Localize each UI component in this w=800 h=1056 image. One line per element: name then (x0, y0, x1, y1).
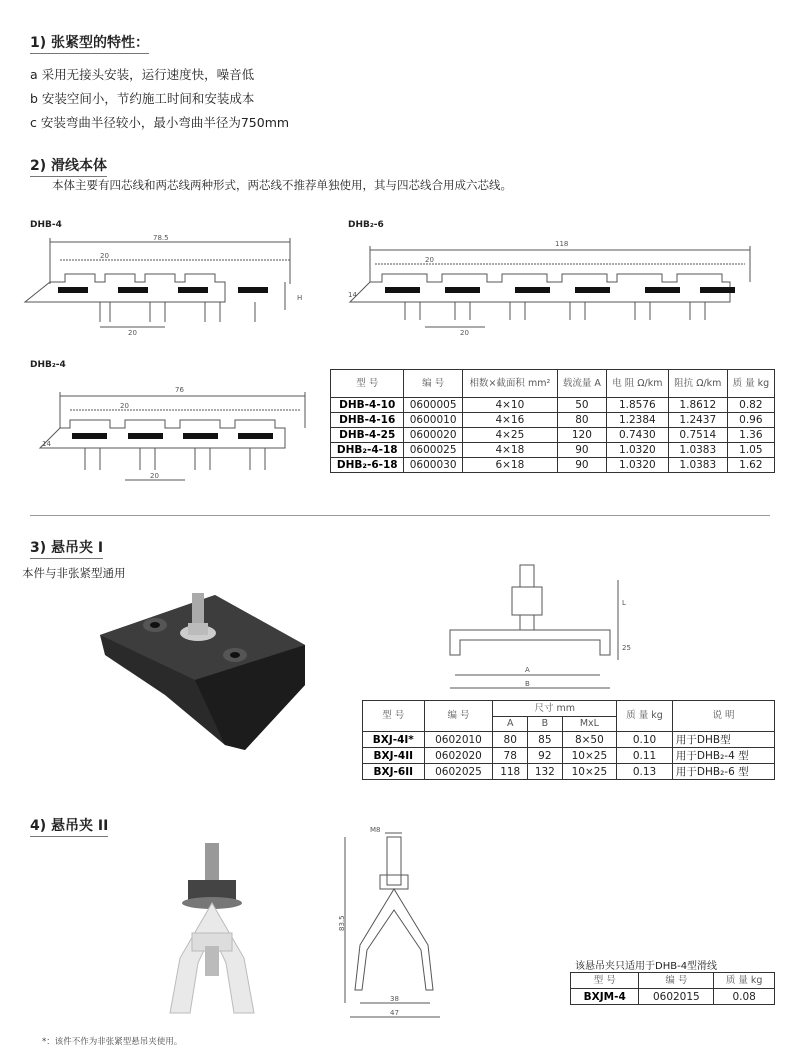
cell: 1.36 (727, 428, 774, 443)
cell: 0.96 (727, 413, 774, 428)
cell: 0602010 (424, 732, 493, 748)
dhb24-drawing (30, 378, 325, 488)
th-mxl: MxL (562, 717, 616, 732)
bxj-spec-table (362, 700, 775, 780)
section-1-title: 1) 张紧型的特性： (30, 32, 149, 54)
cell: 1.0320 (606, 458, 668, 473)
dhb26-dim-pitch: 20 (425, 256, 434, 264)
cell: 0.10 (617, 732, 673, 748)
cell: 10×25 (562, 748, 616, 764)
table-row (331, 398, 775, 413)
cell: 0602025 (424, 764, 493, 780)
dhb26-drawing (345, 232, 785, 342)
clamp-ii-photo (150, 838, 280, 1023)
divider (30, 515, 770, 516)
cell: 0600005 (404, 398, 462, 413)
th-impedance: 阻抗 Ω/km (668, 370, 727, 398)
cell: 用于DHB₂-6 型 (672, 764, 774, 780)
section-3-title: 3) 悬吊夹 I (30, 537, 103, 559)
cell: 1.0383 (668, 458, 727, 473)
cell: DHB-4-10 (331, 398, 404, 413)
th-mass: 质 量 kg (714, 973, 775, 989)
table-row (571, 989, 775, 1005)
cell: 118 (493, 764, 528, 780)
cell: 0.11 (617, 748, 673, 764)
cell: 6×18 (462, 458, 557, 473)
cell: 90 (557, 458, 606, 473)
footnote: *：该件不作为非张紧型悬吊夹使用。 (42, 1037, 183, 1047)
clamp-ii-dim-w2: 47 (390, 1009, 399, 1017)
cell: 0602015 (639, 989, 714, 1005)
cell: 0.7430 (606, 428, 668, 443)
cell: 1.0383 (668, 443, 727, 458)
cell: 1.2437 (668, 413, 727, 428)
cell: 90 (557, 443, 606, 458)
th-resistance: 电 阻 Ω/km (606, 370, 668, 398)
section-3-desc: 本件与非张紧型通用 (22, 566, 126, 580)
clamp-ii-drawing (340, 825, 460, 1025)
th-model: 型 号 (571, 973, 639, 989)
clamp-i-dim-a: A (525, 666, 530, 674)
cell: 0.13 (617, 764, 673, 780)
feature-c: c 安装弯曲半径较小，最小弯曲半径为750mm (30, 115, 290, 130)
th-dims: 尺寸 mm (493, 701, 617, 717)
table-row (331, 443, 775, 458)
cell: 4×25 (462, 428, 557, 443)
clamp-ii-note: 该悬吊夹只适用于DHB-4型滑线 (575, 961, 718, 972)
th-model: 型 号 (363, 701, 425, 732)
section-2-desc: 本体主要有四芯线和两芯线两种形式，两芯线不推荐单独使用，其与四芯线合用成六芯线。 (52, 178, 512, 192)
th-section: 相数×截面积 mm² (462, 370, 557, 398)
cell: 92 (528, 748, 563, 764)
cell: 0600020 (404, 428, 462, 443)
cell: 0.7514 (668, 428, 727, 443)
cell: 132 (528, 764, 563, 780)
dhb24-dim-pitch-bottom: 20 (150, 472, 159, 480)
cell: 4×16 (462, 413, 557, 428)
th-mass: 质 量 kg (617, 701, 673, 732)
clamp-i-photo (95, 585, 310, 755)
table-row (363, 764, 775, 780)
cell: BXJ-4I* (363, 732, 425, 748)
cell: 50 (557, 398, 606, 413)
th-code: 编 号 (424, 701, 493, 732)
th-model: 型 号 (331, 370, 404, 398)
dhb26-dim-h: 14 (348, 291, 357, 299)
dhb24-dim-h: 14 (42, 440, 51, 448)
dhb26-label: DHB₂-6 (348, 220, 384, 230)
cell: 120 (557, 428, 606, 443)
cell: 1.8612 (668, 398, 727, 413)
th-mass: 质 量 kg (727, 370, 774, 398)
cell: 1.62 (727, 458, 774, 473)
th-code: 编 号 (639, 973, 714, 989)
cell: 0600030 (404, 458, 462, 473)
th-a: A (493, 717, 528, 732)
cell: 1.8576 (606, 398, 668, 413)
cell: DHB₂-4-18 (331, 443, 404, 458)
cell: 0600010 (404, 413, 462, 428)
cell: BXJ-6II (363, 764, 425, 780)
dhb26-dim-pitch-bottom: 20 (460, 329, 469, 337)
cell: 4×10 (462, 398, 557, 413)
dhb4-dim-total: 78.5 (153, 234, 169, 242)
cell: DHB-4-25 (331, 428, 404, 443)
bxjm-spec-table (570, 972, 775, 1005)
cell: 0.82 (727, 398, 774, 413)
dhb24-label: DHB₂-4 (30, 360, 66, 370)
cell: 用于DHB型 (672, 732, 774, 748)
dhb4-dim-pitch: 20 (100, 252, 109, 260)
clamp-i-dim-l: L (622, 599, 626, 607)
cell: DHB-4-16 (331, 413, 404, 428)
table-row (363, 748, 775, 764)
cell: 8×50 (562, 732, 616, 748)
th-current: 载流量 A (557, 370, 606, 398)
clamp-ii-dim-m: M8 (370, 826, 381, 834)
dhb24-dim-pitch: 20 (120, 402, 129, 410)
cell: DHB₂-6-18 (331, 458, 404, 473)
dhb-spec-table (330, 369, 775, 473)
cell: BXJ-4II (363, 748, 425, 764)
th-note: 说 明 (672, 701, 774, 732)
dhb4-drawing (40, 232, 320, 342)
clamp-ii-dim-h: 83.5 (338, 915, 346, 931)
cell: 0600025 (404, 443, 462, 458)
cell: 1.05 (727, 443, 774, 458)
clamp-i-dim-b: B (525, 680, 530, 688)
cell: 10×25 (562, 764, 616, 780)
section-2-title: 2) 滑线本体 (30, 155, 107, 177)
table-row (363, 732, 775, 748)
th-code: 编 号 (404, 370, 462, 398)
table-row (331, 428, 775, 443)
cell: 85 (528, 732, 563, 748)
dhb4-dim-pitch-bottom: 20 (128, 329, 137, 337)
cell: 1.2384 (606, 413, 668, 428)
cell: 1.0320 (606, 443, 668, 458)
cell: 80 (493, 732, 528, 748)
cell: 4×18 (462, 443, 557, 458)
cell: 0.08 (714, 989, 775, 1005)
cell: 78 (493, 748, 528, 764)
feature-b: b 安装空间小，节约施工时间和安装成本 (30, 91, 255, 106)
section-4-title: 4) 悬吊夹 II (30, 815, 108, 837)
cell: 0602020 (424, 748, 493, 764)
cell: 80 (557, 413, 606, 428)
th-b: B (528, 717, 563, 732)
clamp-i-dim-h: 25 (622, 644, 631, 652)
cell: 用于DHB₂-4 型 (672, 748, 774, 764)
feature-a: a 采用无接头安装，运行速度快，噪音低 (30, 67, 255, 82)
table-row (331, 413, 775, 428)
dhb4-label: DHB-4 (30, 220, 62, 230)
dhb4-dim-h: H (297, 294, 303, 302)
clamp-ii-dim-w1: 38 (390, 995, 399, 1003)
table-row (331, 458, 775, 473)
clamp-i-drawing (440, 560, 640, 700)
dhb26-dim-total: 118 (555, 240, 569, 248)
dhb24-dim-total: 76 (175, 386, 184, 394)
cell: BXJM-4 (571, 989, 639, 1005)
